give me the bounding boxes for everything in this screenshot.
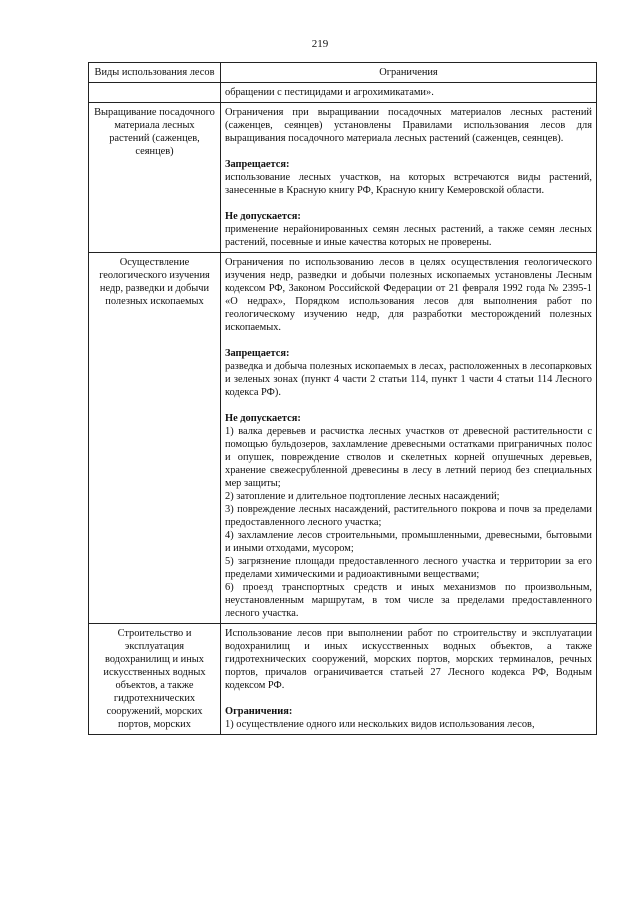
section-heading: Запрещается: xyxy=(225,348,290,359)
header-restrictions: Ограничения xyxy=(221,63,597,83)
table-row xyxy=(89,103,597,253)
paragraph: Использование лесов при выполнении работ по строительству и эксплуатации водохранилищ и иных искусственных водных объектов, а также гидротехнических сооружений, морских портов, морских терминалов, речных портов, причалов ограничивается статьей 27 Лесного кодекса РФ, Водным кодексом РФ. xyxy=(225,628,592,691)
paragraph: разведка и добыча полезных ископаемых в лесах, расположенных в лесопарковых и зеленых зонах (пункт 4 части 2 статьи 114, пункт 1 части 4 статьи 114 Лесного кодекса РФ). xyxy=(225,361,592,398)
paragraph: Ограничения при выращивании посадочных материалов лесных растений (саженцев, сеянцев) установлены Правилами использования лесов для выращивания посадочного материала лесных растений (саженцев, сеянцев). xyxy=(225,107,592,144)
paragraph: 3) повреждение лесных насаждений, растительного покрова и почв за пределами предоставленного лесного участка; xyxy=(225,504,592,528)
paragraph: 4) захламление лесов строительными, промышленными, древесными, бытовыми и иными отходами, мусором; xyxy=(225,530,592,554)
paragraph: обращении с пестицидами и агрохимикатами». xyxy=(225,87,434,98)
paragraph-gap xyxy=(225,145,592,158)
table-body xyxy=(89,83,597,735)
header-forest-use-types: Виды использования лесов xyxy=(89,63,221,83)
paragraph-gap xyxy=(225,197,592,210)
paragraph: 5) загрязнение площади предоставленного лесного участка и территории за его пределами химическими и радиоактивными веществами; xyxy=(225,556,592,580)
paragraph: 2) затопление и длительное подтопление лесных насаждений; xyxy=(225,491,500,502)
restrictions-cell xyxy=(221,103,597,253)
section-heading: Не допускается: xyxy=(225,211,301,222)
restrictions-table xyxy=(88,62,597,735)
page-number: 219 xyxy=(311,38,329,50)
paragraph: использование лесных участков, на которых встречаются виды растений, занесенные в Красную книгу РФ, Красную книгу Кемеровской области. xyxy=(225,172,592,196)
restrictions-cell xyxy=(221,83,597,103)
forest-use-type-cell: Осуществление геологического изучения недр, разведки и добычи полезных ископаемых xyxy=(89,253,221,624)
table-row xyxy=(89,624,597,735)
table-row xyxy=(89,83,597,103)
section-heading: Запрещается: xyxy=(225,159,290,170)
paragraph: 1) валка деревьев и расчистка лесных участков от древесной растительности с помощью бульдозеров, захламление древесными остатками приграничных полос и опушек, повреждение стволов и скелетных корней опушечных деревьев, хранение свежесрубленной древесины в лесу в летний период без специальных мер защиты; xyxy=(225,426,592,489)
paragraph: применение нерайонированных семян лесных растений, а также семян лесных растений, посевные и иные качества которых не проверены. xyxy=(225,224,592,248)
paragraph-gap xyxy=(225,334,592,347)
forest-use-type-cell: Выращивание посадочного материала лесных растений (саженцев, сеянцев) xyxy=(89,103,221,253)
paragraph: 6) проезд транспортных средств и иных механизмов по произвольным, неустановленным маршрутам, в том числе за пределами предоставленного лесного участка. xyxy=(225,582,592,619)
table-header-row xyxy=(89,63,597,83)
forest-use-type-cell: Строительство и эксплуатация водохранилищ и иных искусственных водных объектов, а также гидротехнических сооружений, морских портов, морских xyxy=(89,624,221,735)
forest-use-type-cell xyxy=(89,83,221,103)
restrictions-cell xyxy=(221,624,597,735)
paragraph-gap xyxy=(225,692,592,705)
paragraph: Ограничения по использованию лесов в целях осуществления геологического изучения недр, разведки и добычи полезных ископаемых установлены Лесным кодексом РФ, Законом Российской Федерации от 21 февраля 1992 года № 2395-1 «О недрах», Порядком использования лесов для выполнения работ по геологическому изучению недр, для разработки месторождений полезных ископаемых. xyxy=(225,257,592,333)
section-heading: Не допускается: xyxy=(225,413,301,424)
section-heading: Ограничения: xyxy=(225,706,293,717)
paragraph-gap xyxy=(225,399,592,412)
paragraph: 1) осуществление одного или нескольких видов использования лесов, xyxy=(225,719,535,730)
table-row xyxy=(89,253,597,624)
restrictions-cell xyxy=(221,253,597,624)
